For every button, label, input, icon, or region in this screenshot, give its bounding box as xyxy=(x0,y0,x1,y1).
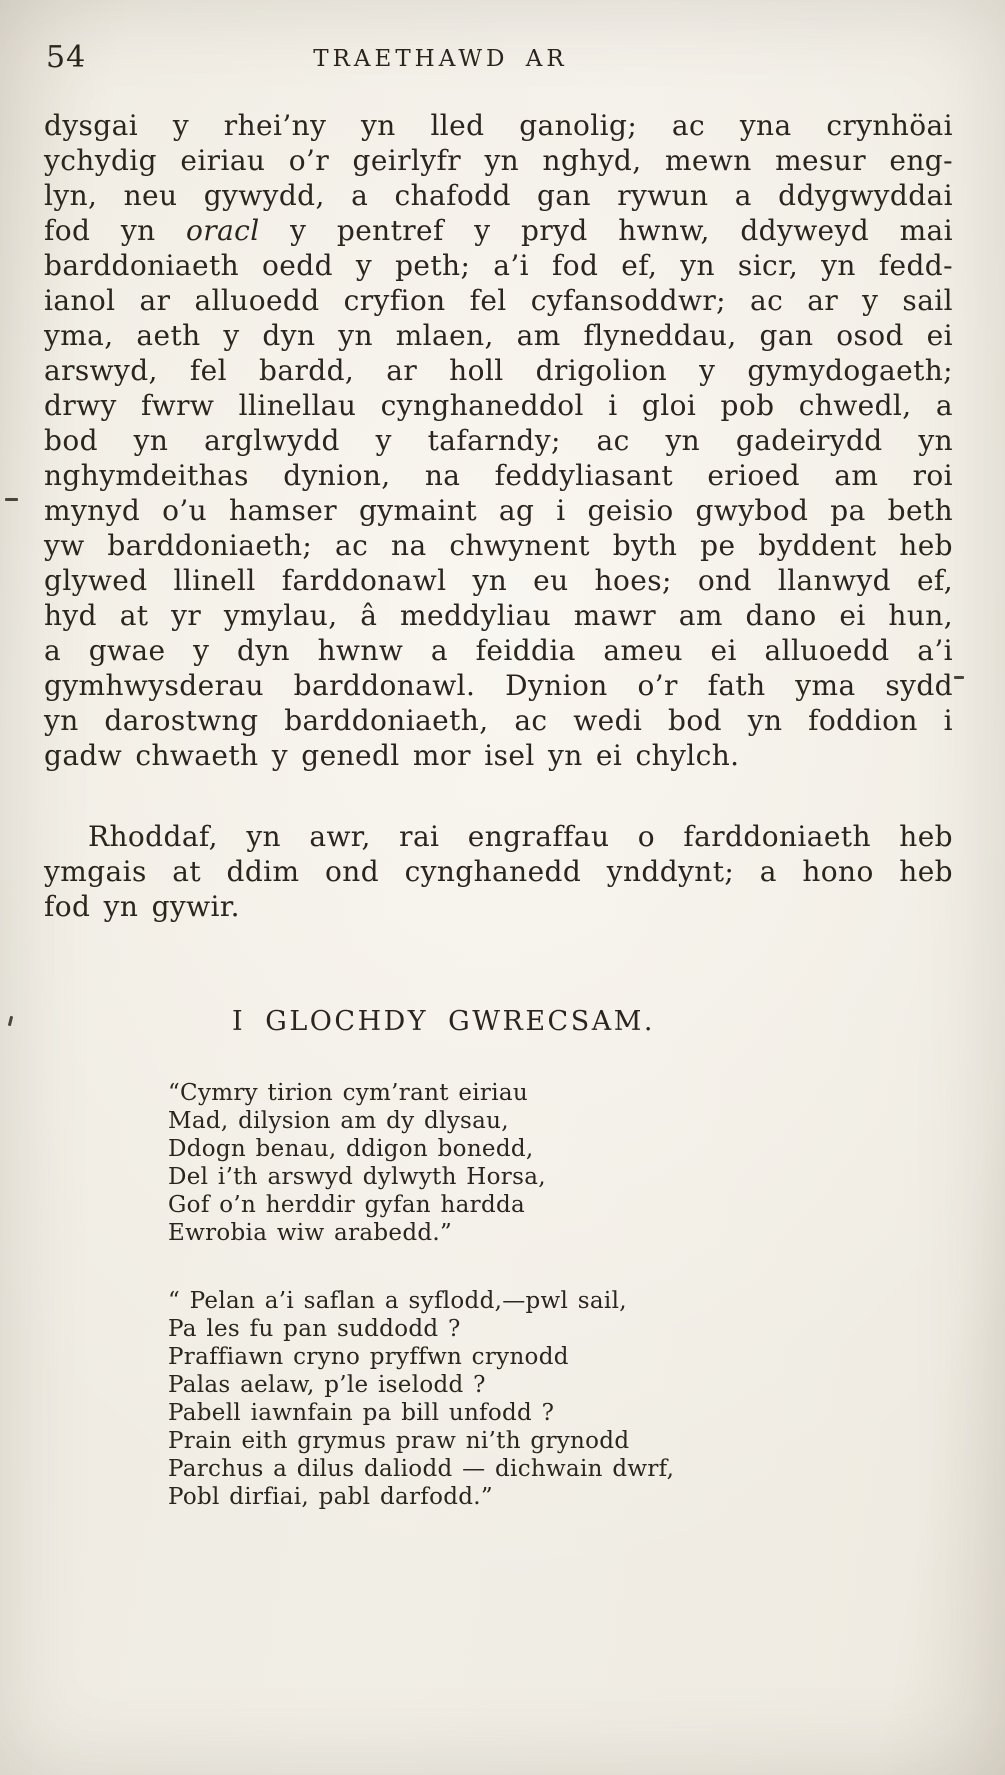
poem-line: Parchus a dilus daliodd — dichwain dwrf, xyxy=(168,1456,675,1482)
body-line: gymhwysderau barddonawl. Dynion o’r fath yma sydd xyxy=(44,669,953,702)
poem-line: Prain eith grymus praw ni’th grynodd xyxy=(168,1428,630,1454)
running-title: TRAETHAWD AR xyxy=(313,46,568,72)
body-line: mynyd o’u hamser gymaint ag i geisio gwybod pa beth xyxy=(44,494,953,527)
paragraph-2 xyxy=(44,819,953,924)
body-line: ianol ar alluoedd cryfion fel cyfansoddwr; ac ar y sail xyxy=(44,284,953,317)
body-line: bod yn arglwydd y tafarndy; ac yn gadeirydd yn xyxy=(44,424,953,457)
page-body xyxy=(0,108,1005,1511)
body-line: nghymdeithas dynion, na feddyliasant erioed am roi xyxy=(44,459,953,492)
body-line: glywed llinell farddonawl yn eu hoes; ond llanwyd ef, xyxy=(44,564,953,597)
scan-artifact xyxy=(954,676,964,679)
body-line: a gwae y dyn hwnw a feiddia ameu ei alluoedd a’i xyxy=(44,634,953,667)
poem-line: Gof o’n herddir gyfan hardda xyxy=(168,1192,525,1218)
poem-line: Praffiawn cryno pryffwn crynodd xyxy=(168,1344,569,1370)
poem-line: Mad, dilysion am dy dlysau, xyxy=(168,1108,509,1134)
page-header xyxy=(0,0,1005,82)
body-line: yw barddoniaeth; ac na chwynent byth pe byddent heb xyxy=(44,529,953,562)
body-line: yma, aeth y dyn yn mlaen, am flyneddau, gan osod ei xyxy=(44,319,953,352)
poem-line: “ Pelan a’i saflan a syflodd,—pwl sail, xyxy=(168,1288,627,1314)
paragraph-1 xyxy=(44,108,953,773)
poem-line: Ddogn benau, ddigon bonedd, xyxy=(168,1136,534,1162)
poem-line: Pa les fu pan suddodd ? xyxy=(168,1316,461,1342)
body-line: dysgai y rhei’ny yn lled ganolig; ac yna crynhöai xyxy=(44,109,953,142)
body-line-segment: y pentref y pryd hwnw, ddyweyd mai xyxy=(259,214,953,247)
body-line: lyn, neu gywydd, a chafodd gan rywun a ddygwyddai xyxy=(44,179,953,212)
body-line xyxy=(44,213,953,248)
body-line: arswyd, fel bardd, ar holl drigolion y gymydogaeth; xyxy=(44,354,953,387)
poem-stanza-1 xyxy=(44,1079,953,1247)
poem-stanza-2 xyxy=(44,1287,953,1511)
poem-line: “Cymry tirion cym’rant eiriau xyxy=(168,1080,528,1106)
body-line: ymgais at ddim ond cynghanedd ynddynt; a hono heb xyxy=(44,855,953,888)
body-line: ychydig eiriau o’r geirlyfr yn nghyd, mewn mesur eng- xyxy=(44,144,953,177)
poem-line: Ewrobia wiw arabedd.” xyxy=(168,1220,453,1246)
body-line: hyd at yr ymylau, â meddyliau mawr am dano ei hun, xyxy=(44,599,953,632)
scan-artifact xyxy=(5,498,18,501)
body-line: Rhoddaf, yn awr, rai engraffau o farddoniaeth heb xyxy=(88,820,953,853)
body-line: barddoniaeth oedd y peth; a’i fod ef, yn sicr, yn fedd- xyxy=(44,249,953,282)
body-line: yn darostwng barddoniaeth, ac wedi bod yn foddion i xyxy=(44,704,953,737)
body-line: drwy fwrw llinellau cynghaneddol i gloi pob chwedl, a xyxy=(44,389,953,422)
poem-line: Palas aelaw, p’le iselodd ? xyxy=(168,1372,486,1398)
poem-line: Pabell iawnfain pa bill unfodd ? xyxy=(168,1400,555,1426)
body-line-segment: fod yn xyxy=(44,214,187,247)
body-line: gadw chwaeth y genedl mor isel yn ei chylch. xyxy=(44,739,740,772)
poem-line: Del i’th arswyd dylwyth Horsa, xyxy=(168,1164,546,1190)
italic-word: oracl xyxy=(186,214,260,247)
body-line: fod yn gywir. xyxy=(44,890,240,923)
page-number: 54 xyxy=(46,40,87,75)
poem-line: Pobl dirfiai, pabl darfodd.” xyxy=(168,1484,493,1510)
section-heading: I GLOCHDY GWRECSAM. xyxy=(232,1006,655,1037)
